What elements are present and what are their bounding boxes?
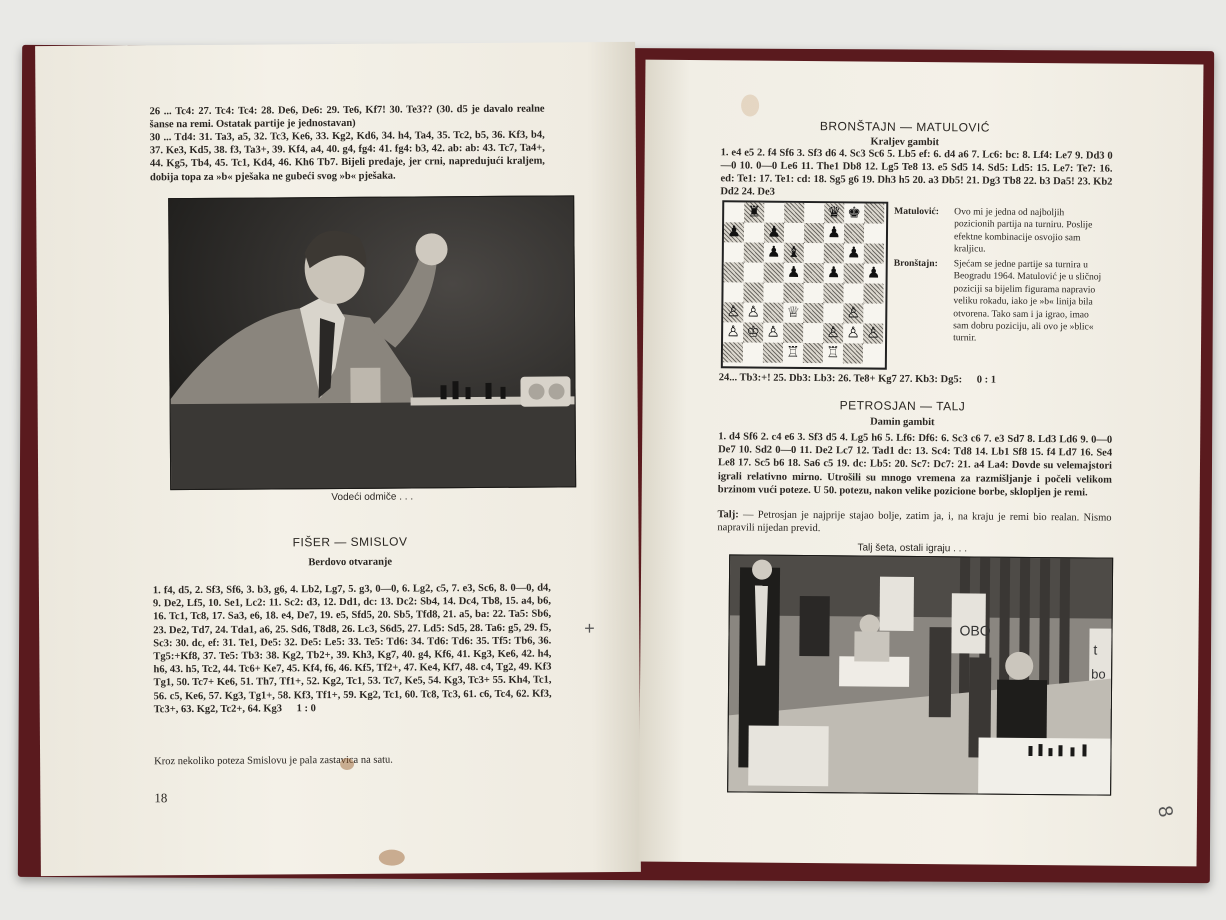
board-square bbox=[843, 283, 863, 303]
board-square bbox=[803, 303, 823, 323]
board-square bbox=[804, 223, 824, 243]
chess-piece: ♙ bbox=[846, 325, 860, 342]
board-square bbox=[804, 243, 824, 263]
board-square bbox=[863, 343, 883, 363]
board-square bbox=[744, 222, 764, 242]
chess-piece: ♟ bbox=[847, 245, 861, 262]
bronstein-matulovic-ending bbox=[719, 371, 1111, 388]
board-square bbox=[863, 303, 883, 323]
pen-mark-plus: + bbox=[584, 618, 595, 639]
game-moves-text: 1. f4, d5, 2. Sf3, Sf6, 3. b3, g6, 4. Lb2, Lg7, 5. g3, 0—0, 6. Lg2, c5, 7. e3, Sc6, 8. 0—0, d4, 9. De2, Lf5, 10. Se1, Lc2: 11. Sc2: d3, 12. Dd1, dc: 13. Dc2: Sb4, 14. Dc4, Tb8, 15. a4, b6, 16. Tc1, Tc8, 17. Sa3, e6, 18. e4, De7, 19. e5, Sfd5, 20. Sb5, Tfd8, 21. a5, ba: 22. Ta5: Sb6, 23. De2, Td7, 24. Tda1, a6, 25. Sd6, T8d8, 26. Lc3, S6d5, 27. Ld5: Sd5, 28. Ta6: g5, 29. f5, Sc3: 30. dc, ef: 31. Te1, De5: 32. De5: Le5: 33. Te5: Td6: 34. Td6: Td6: 35. Tf5: Tb6, 36. Tg5:+Kf8, 37. Te5: Tb3: 38. Kg2, Tb2+, 39. Kh3, Kg7, 40. g4, Kf6, 41. Kg3, Ke6, 42. h4, h6, 43. h5, Tc2, 44. Tc6+ Ke7, 45. Kf4, f6, 46. Kf5, Tf2+, 47. Ke4, Kf7, 48. c4, Tg2, 49. Kf3 Tg1, 50. Tc7+ Ke6, 51. Th7, Tf1+, 52. Kg2, Tc1, 53. Tc7, Ke5, 54. Kg3, Tc3+ 55. Kh4, Tc1, 56. c5, Ke6, 57. Kg3, Tg1+, 58. Kf3, Tf1+, 59. Kg2, Tc1, 60. Tc8, Tc3, 61. c6, Tc4, 62. Kf3, Tc3+, 63. Kg2, Tc2+, 64. Kg3 bbox=[152, 582, 552, 716]
board-square bbox=[724, 262, 744, 282]
chess-diagram bbox=[721, 200, 888, 369]
pen-mark-eight: 8 bbox=[1153, 804, 1177, 819]
bronstajn-comment: Sjećam se jedne partije sa turnira u Beogradu 1964. Matulović je u sličnoj poziciji sa bijelim figurama napravio veliku rokadu, iako je »b« linija bila otvorena. Tako sam i ja igrao, imao sam dobru poziciju, ali ovo je »blic« turnir. bbox=[953, 258, 1102, 344]
chess-piece: ♔ bbox=[746, 324, 760, 341]
fischer-smyslov-title: FIŠER — SMISLOV bbox=[292, 534, 408, 550]
tal-photo-caption: Talj šeta, ostali igraju . . . bbox=[857, 542, 968, 555]
board-square bbox=[764, 263, 784, 283]
chess-piece: ♙ bbox=[866, 325, 880, 342]
chess-piece: ♟ bbox=[826, 265, 841, 282]
chess-piece: ♙ bbox=[766, 324, 780, 341]
chess-piece: ♟ bbox=[767, 224, 781, 241]
board-square bbox=[783, 283, 803, 303]
chess-piece: ♟ bbox=[727, 224, 741, 241]
chess-piece: ♖ bbox=[826, 345, 840, 362]
board-square bbox=[763, 303, 783, 323]
board-square bbox=[783, 323, 803, 343]
chess-piece: ♜ bbox=[747, 204, 761, 221]
stain bbox=[379, 850, 405, 866]
matulovic-comment: Ovo mi je jedna od najboljih pozicionih partija na turniru. Poslije efektne kombinacije osvojio sam kraljicu. bbox=[953, 206, 1093, 255]
board-square bbox=[804, 263, 824, 283]
bronstein-matulovic-opening: Kraljev gambit bbox=[870, 136, 940, 149]
board-square bbox=[803, 343, 823, 363]
board-square bbox=[743, 342, 763, 362]
board-square bbox=[744, 242, 764, 262]
left-page bbox=[35, 42, 641, 876]
talj-comment bbox=[717, 508, 1111, 538]
board-square bbox=[784, 223, 804, 243]
board-square bbox=[744, 262, 764, 282]
board-square bbox=[723, 342, 743, 362]
chess-piece: ♛ bbox=[827, 205, 841, 222]
chess-piece: ♟ bbox=[767, 244, 781, 261]
petrosian-tal-title: PETROSJAN — TALJ bbox=[839, 398, 966, 414]
page-number: 18 bbox=[154, 790, 168, 806]
right-page bbox=[639, 60, 1204, 867]
sign-text-t: t bbox=[1093, 641, 1098, 658]
board-square bbox=[844, 263, 864, 283]
board-square bbox=[864, 223, 884, 243]
tal-photo bbox=[727, 554, 1113, 795]
fischer-smyslov-moves bbox=[153, 582, 552, 717]
tal-photo-art bbox=[728, 555, 1112, 794]
board-square bbox=[844, 223, 864, 243]
intro-moves: 26 ... Tc4: 27. Tc4: Tc4: 28. De6, De6: 29. Te6, Kf7! 30. Te3?? (30. d5 je davalo realne šanse na remi. Ostatak partije je jednostavan) bbox=[149, 103, 545, 131]
continuation-text: 30 ... Td4: 31. Ta3, a5, 32. Tc3, Ke6, 33. Kg2, Kd6, 34. h4, Ta4, 35. Tc2, b5, 36. Kf3, b4, 37. Ke3, Kd5, 38. f3, Ta3+, 39. Kf4, a4, 40. g4, fg4: 41. fg4: b3, 42. ab: ab: 43. Tc7, Ta4+, 44. Kg5, Tb4, 45. Tc1, Kd4, 46. Kh6 Tb7. Bijeli predaje, jer crni, napredujući kraljem, dobija topa za »b« pješaka ne gubeći svog »b« pješaka. bbox=[149, 129, 545, 183]
board-square bbox=[824, 243, 844, 263]
sign-text-bo: bo bbox=[1091, 666, 1106, 682]
chess-piece: ♟ bbox=[866, 265, 881, 282]
board-square bbox=[743, 282, 763, 302]
chess-piece: ♟ bbox=[786, 264, 801, 281]
board-square bbox=[724, 242, 744, 262]
chess-piece: ♙ bbox=[746, 304, 761, 321]
talj-label: Talj: bbox=[717, 509, 739, 521]
closing-note: Kroz nekoliko poteza Smislovu je pala zastavica na satu. bbox=[154, 754, 393, 768]
board-square bbox=[864, 203, 884, 223]
chess-piece: ♕ bbox=[786, 304, 801, 321]
chess-piece: ♝ bbox=[787, 244, 801, 261]
chess-piece: ♖ bbox=[786, 344, 800, 361]
fischer-smyslov-opening: Berdovo otvaranje bbox=[308, 556, 393, 569]
board-square bbox=[843, 343, 863, 363]
board-square bbox=[763, 343, 783, 363]
stain bbox=[741, 94, 759, 116]
board-square bbox=[823, 283, 843, 303]
chess-piece: ♚ bbox=[847, 205, 861, 222]
petrosian-tal-opening: Damin gambit bbox=[870, 416, 935, 429]
game1-ending-text: 24... Tb3:+! 25. Db3: Lb3: 26. Te8+ Kg7 27. Kb3: Dg5: bbox=[718, 372, 963, 386]
board-square bbox=[723, 282, 743, 302]
board-square bbox=[724, 202, 744, 222]
board-square bbox=[863, 283, 883, 303]
stain bbox=[340, 758, 354, 770]
board-square bbox=[803, 323, 823, 343]
board-square bbox=[804, 203, 824, 223]
fischer-photo-art bbox=[169, 196, 575, 489]
game-result: 1 : 0 bbox=[296, 702, 316, 715]
chess-piece: ♙ bbox=[826, 325, 840, 342]
bronstein-matulovic-title: BRONŠTAJN — MATULOVIĆ bbox=[819, 119, 991, 135]
board-square bbox=[784, 203, 804, 223]
board-square bbox=[763, 283, 783, 303]
fischer-photo-caption: Vodeći odmiče . . . bbox=[331, 491, 414, 504]
chess-piece: ♟ bbox=[827, 225, 841, 242]
chess-piece: ♙ bbox=[726, 324, 740, 341]
game1-result: 0 : 1 bbox=[976, 374, 997, 386]
board-square bbox=[823, 303, 843, 323]
chess-piece: ♙ bbox=[726, 304, 741, 321]
chess-piece: ♙ bbox=[846, 305, 861, 322]
bronstein-matulovic-moves: 1. e4 e5 2. f4 Sf6 3. Sf3 d6 4. Sc3 Sc6 5. Lb5 ef: 6. d4 a6 7. Lc6: bc: 8. Lf4: Le7 9. Dd3 0—0 10. 0—0 Le6 11. The1 Db8 12. Lg5 Te8 13. e5 Sd5 14. Sd5: Ld5: 15. Le7: Te7: 16. ed: Te1: 17. Te1: cd: 18. Sg5 g6 19. Dh3 h5 20. a3 Db5! 21. Dg3 Tb8 22. b3 Da5! 23. Kb2 Dd2 24. De3 bbox=[720, 147, 1113, 198]
sign-text-obo: OBO bbox=[959, 622, 991, 639]
petrosian-tal-moves: 1. d4 Sf6 2. c4 e6 3. Sf3 d5 4. Lg5 h6 5. Lf6: Df6: 6. Sc3 c6 7. e3 Sd7 8. Ld3 Ld6 9. 0—0 De7 10. Sd2 0—0 11. De2 Lc7 12. Tad1 dc: 13. Sc4: Td8 14. Lb1 Sf8 15. f4 Ld7 16. Se4 Le8 17. Sc5 b6 18. Sa6 c5 19. dc: Lb5: 20. Sc7: Dc7: 21. a4 La4: Dovde su velemajstori igrali relativno mirno. Utrošili su mnogo vremena za razmišljanje i počeli velikom brzinom vući poteze. U 50. potezu, nakon velike pozicione borbe, sklopljen je remi. bbox=[717, 431, 1113, 499]
talj-comment-text: — Petrosjan je najprije stajao bolje, zatim ja, i, na kraju je remi bio realan. Nismo napravili nijedan previd. bbox=[717, 509, 1112, 535]
fischer-photo bbox=[168, 195, 576, 490]
matulovic-label: Matulović: bbox=[894, 205, 940, 218]
board-square bbox=[864, 243, 884, 263]
board-square bbox=[764, 203, 784, 223]
bronstajn-label: Bronštajn: bbox=[893, 257, 938, 270]
board-square bbox=[803, 283, 823, 303]
